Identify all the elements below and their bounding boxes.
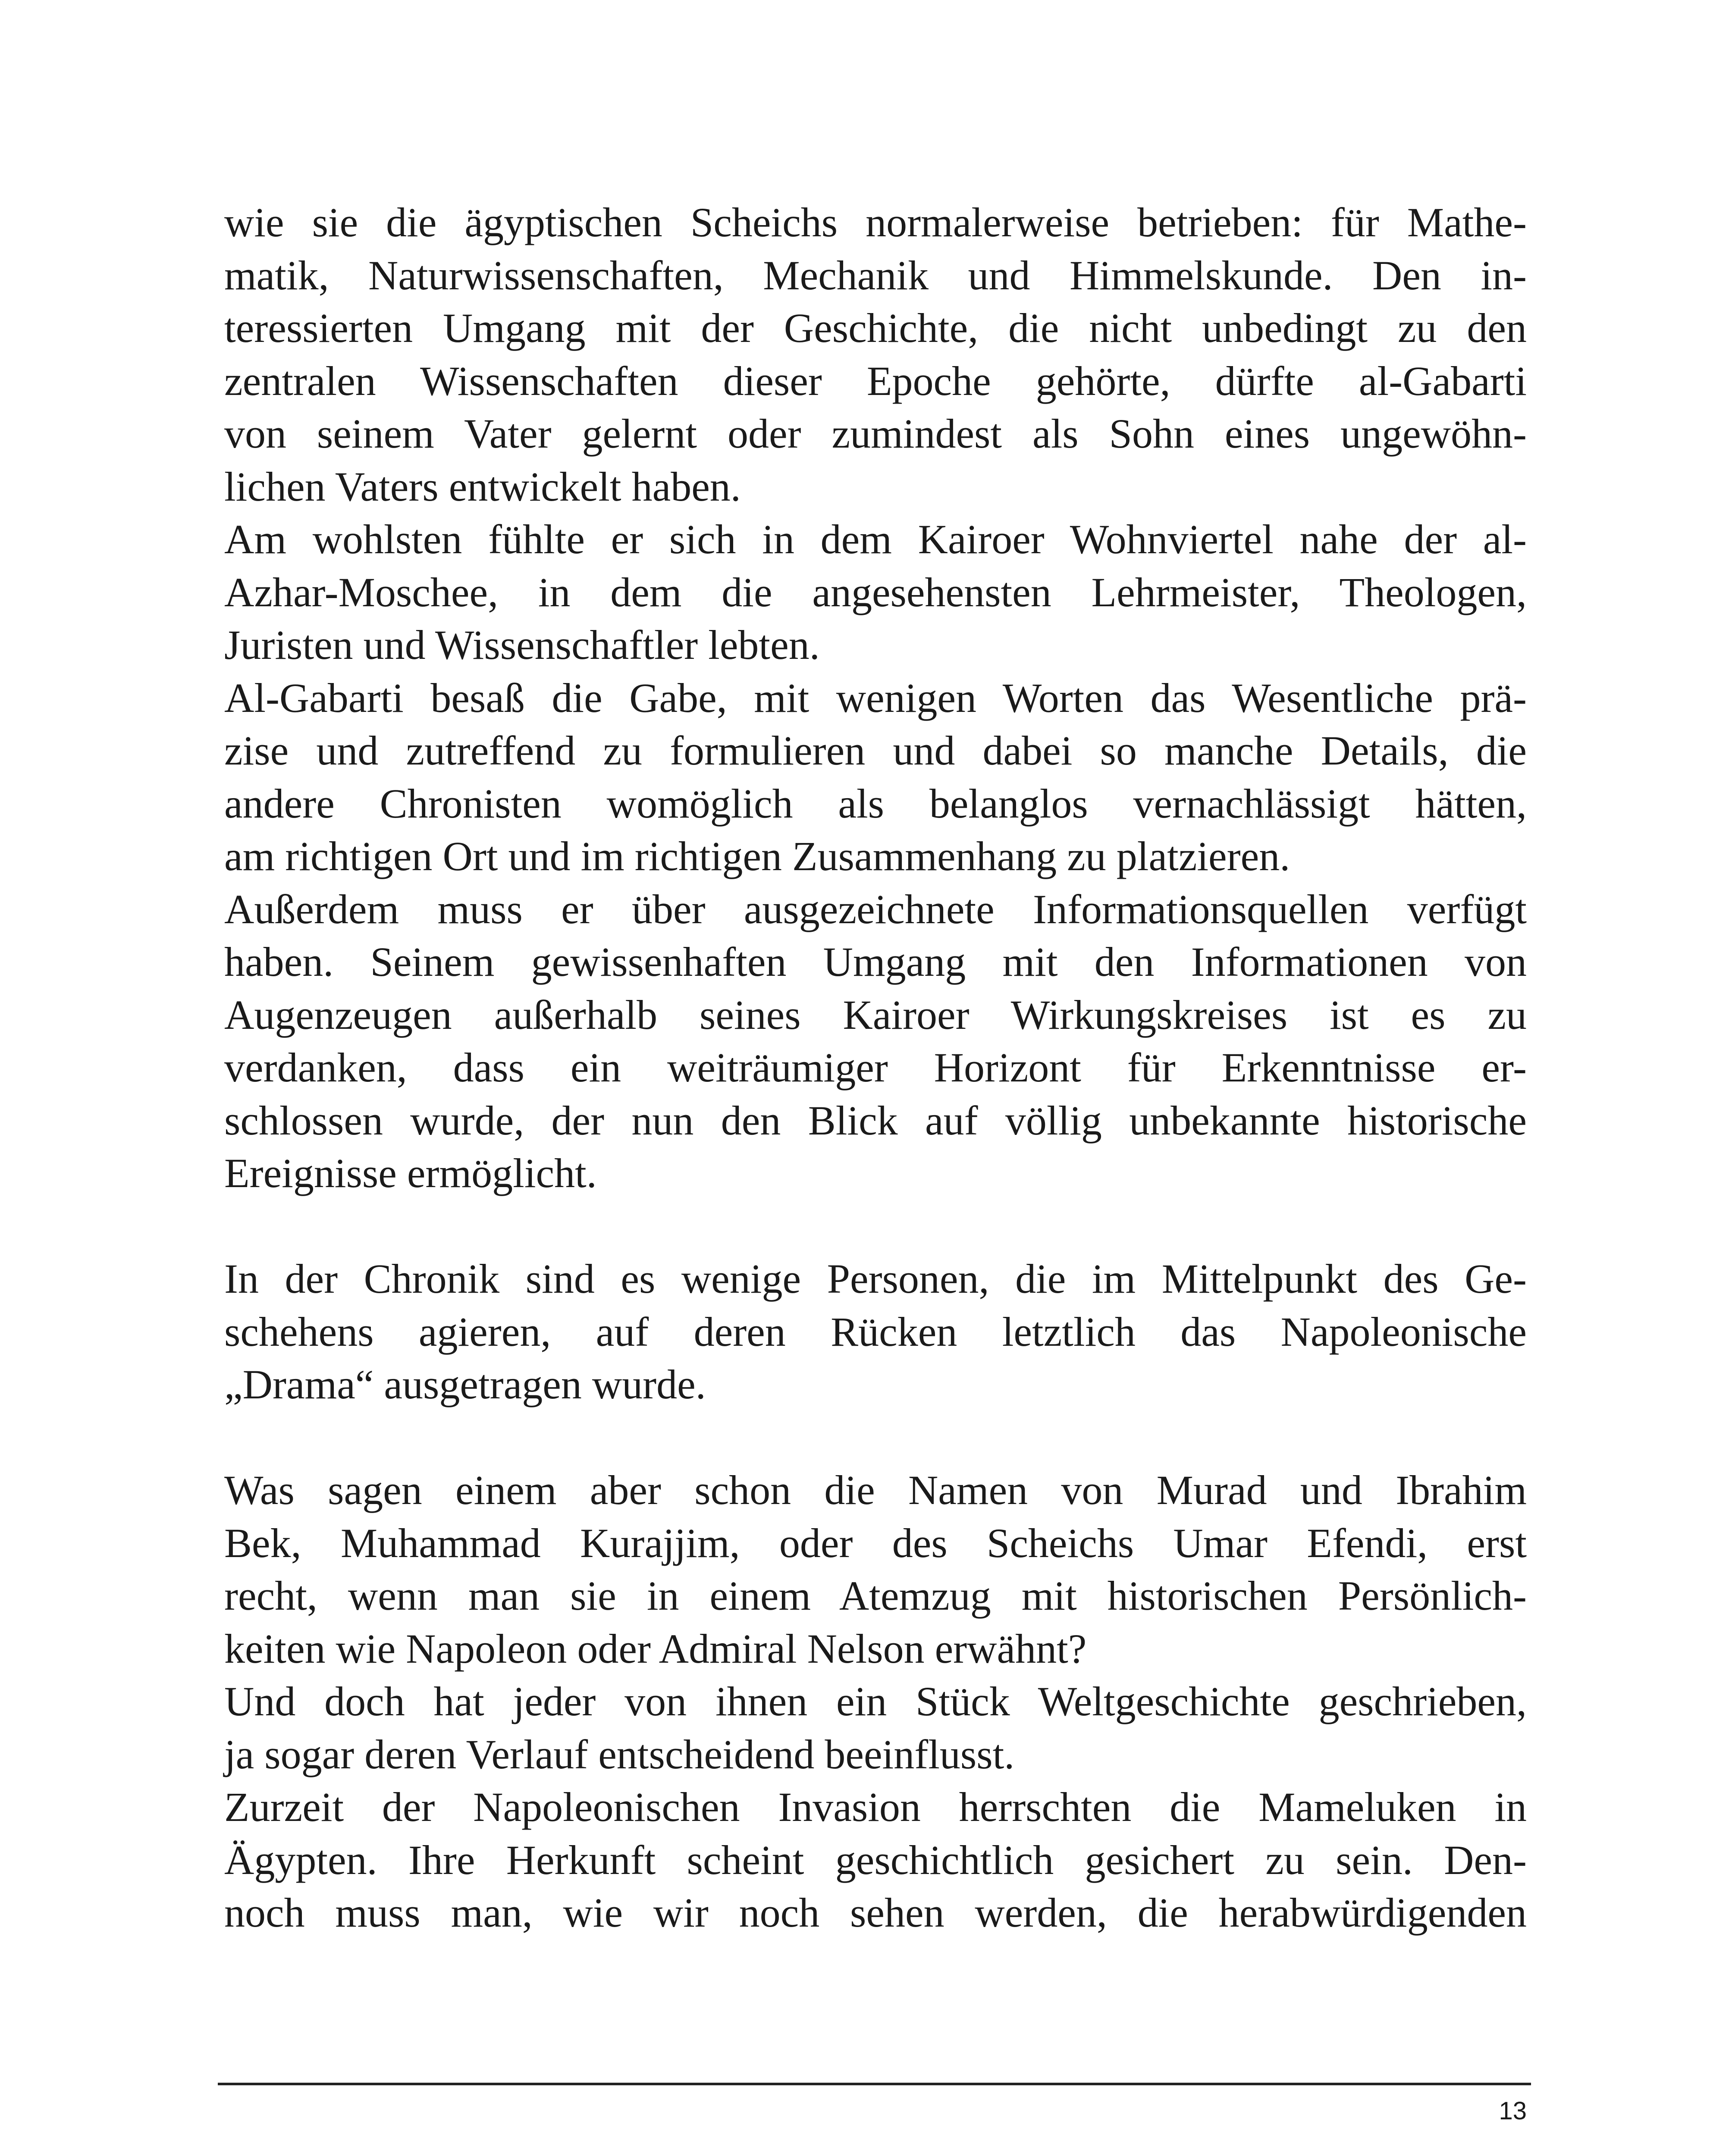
text-line: Und doch hat jeder von ihnen ein Stück Weltgeschichte geschrieben, <box>224 1678 1527 1724</box>
body-text <box>224 196 1527 1940</box>
footer-divider <box>218 2083 1531 2085</box>
paragraph-2 <box>224 513 1527 672</box>
paragraph-6 <box>224 1464 1527 1675</box>
text-line: zentralen Wissenschaften dieser Epoche gehörte, dürfte al-Gabarti <box>224 357 1527 404</box>
paragraph-8 <box>224 1781 1527 1940</box>
text-line: Augenzeugen außerhalb seines Kairoer Wirkungskreises ist es zu <box>224 991 1527 1038</box>
text-line: andere Chronisten womöglich als belanglos vernachlässigt hätten, <box>224 780 1527 827</box>
text-line: Außerdem muss er über ausgezeichnete Informationsquellen verfügt <box>224 886 1527 932</box>
text-line: matik, Naturwissenschaften, Mechanik und Himmelskunde. Den in- <box>224 252 1527 298</box>
text-line: von seinem Vater gelernt oder zumindest als Sohn eines ungewöhn- <box>224 411 1527 457</box>
text-line: Ägypten. Ihre Herkunft scheint geschichtlich gesichert zu sein. Den- <box>224 1836 1527 1883</box>
text-line: verdanken, dass ein weiträumiger Horizont für Erkenntnisse er- <box>224 1044 1527 1091</box>
text-line: Am wohlsten fühlte er sich in dem Kairoer Wohnviertel nahe der al- <box>224 516 1527 562</box>
text-line: keiten wie Napoleon oder Admiral Nelson erwähnt? <box>224 1625 1087 1672</box>
text-line: ja sogar deren Verlauf entscheidend beeinflusst. <box>224 1731 1015 1777</box>
paragraph-4 <box>224 883 1527 1200</box>
text-line: lichen Vaters entwickelt haben. <box>224 463 741 510</box>
text-line: teressierten Umgang mit der Geschichte, die nicht unbedingt zu den <box>224 305 1527 351</box>
paragraph-3 <box>224 672 1527 883</box>
text-line: recht, wenn man sie in einem Atemzug mit historischen Persönlich- <box>224 1573 1527 1619</box>
paragraph-1 <box>224 196 1527 513</box>
text-line: „Drama“ ausgetragen wurde. <box>224 1361 706 1407</box>
text-line: haben. Seinem gewissenhaften Umgang mit den Informationen von <box>224 939 1527 985</box>
text-line: Zurzeit der Napoleonischen Invasion herrschten die Mameluken in <box>224 1784 1527 1830</box>
text-line: Al-Gabarti besaß die Gabe, mit wenigen Worten das Wesentliche prä- <box>224 674 1527 721</box>
page-number: 13 <box>1499 2097 1527 2125</box>
paragraph-spacer <box>224 1411 1527 1464</box>
paragraph-7 <box>224 1675 1527 1781</box>
text-line: schehens agieren, auf deren Rücken letztlich das Napoleonische <box>224 1308 1527 1355</box>
text-line: In der Chronik sind es wenige Personen, die im Mittelpunkt des Ge- <box>224 1256 1527 1302</box>
paragraph-5 <box>224 1253 1527 1411</box>
text-line: am richtigen Ort und im richtigen Zusammenhang zu platzieren. <box>224 833 1290 879</box>
text-line: Bek, Muhammad Kurajjim, oder des Scheichs Umar Efendi, erst <box>224 1520 1527 1566</box>
text-line: wie sie die ägyptischen Scheichs normalerweise betrieben: für Mathe- <box>224 199 1527 245</box>
text-line: noch muss man, wie wir noch sehen werden, die herabwürdigenden <box>224 1890 1527 1936</box>
text-line: Juristen und Wissenschaftler lebten. <box>224 622 820 668</box>
text-line: Was sagen einem aber schon die Namen von Murad und Ibrahim <box>224 1467 1527 1513</box>
text-line: zise und zutreffend zu formulieren und dabei so manche Details, die <box>224 727 1527 774</box>
text-line: schlossen wurde, der nun den Blick auf völlig unbekannte historische <box>224 1097 1527 1144</box>
paragraph-spacer <box>224 1200 1527 1253</box>
text-line: Ereignisse ermöglicht. <box>224 1150 597 1196</box>
text-line: Azhar-Moschee, in dem die angesehensten Lehrmeister, Theologen, <box>224 569 1527 615</box>
